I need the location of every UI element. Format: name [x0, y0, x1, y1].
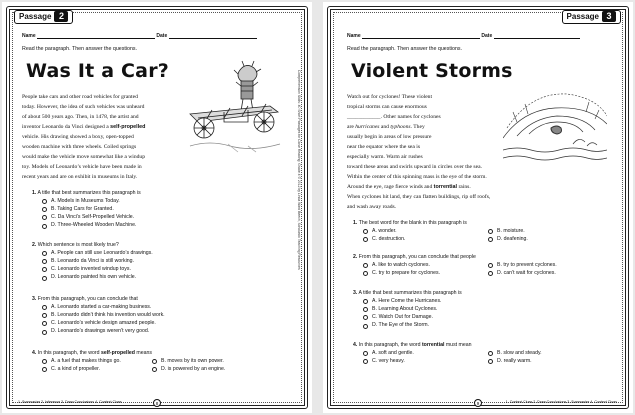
answer-option[interactable]: D. Leonardo painted his own vehicle.	[32, 274, 153, 282]
question-1: 1. A title that best summarizes this paragraph is A. Models in Museums Today. B. Taking Cars for Granted. C. Da Vinci’s Self-Propelled Vehicle. D. Three-Wheeled Wooden Machine.	[32, 190, 141, 229]
answer-bubble[interactable]	[363, 351, 368, 356]
answer-bubble[interactable]	[488, 271, 493, 276]
page-title: Violent Storms	[351, 60, 513, 82]
book-spine	[289, 60, 313, 380]
answer-bubble[interactable]	[42, 305, 47, 310]
paragraph-line: Around the eye, rage fierce winds and torrential rains.	[347, 184, 471, 190]
answer-option[interactable]: A. a fuel that makes things go.	[32, 358, 142, 366]
page-number: 8	[153, 399, 161, 407]
paragraph-line: People take cars and other road vehicles for granted	[22, 94, 138, 100]
instructions: Read the paragraph. Then answer the questions.	[22, 46, 138, 52]
answer-bubble[interactable]	[363, 271, 368, 276]
answer-bubble[interactable]	[488, 351, 493, 356]
paragraph-line: inventor Leonardo da Vinci designed a self-propelled	[22, 124, 146, 130]
answer-bubble[interactable]	[42, 330, 47, 335]
answer-bubble[interactable]	[42, 215, 47, 220]
question-4: 4. In this paragraph, the word torrential must mean A. soft and gentle. B. slow and steady. C. very heavy. D. really warm.	[353, 342, 578, 366]
paragraph-line: recent years and are on exhibit in museums in Italy.	[22, 174, 138, 180]
name-field[interactable]	[37, 34, 155, 39]
answer-option[interactable]: A. Leonardo started a car-making business.	[32, 304, 165, 312]
paragraph-line: tropical storms can cause enormous	[347, 104, 427, 110]
answer-option[interactable]: D. Leonardo’s drawings weren’t very good.	[32, 328, 165, 336]
answer-bubble[interactable]	[42, 199, 47, 204]
answer-bubble[interactable]	[363, 307, 368, 312]
instructions: Read the paragraph. Then answer the questions.	[347, 46, 463, 52]
answer-option[interactable]: C. Watch Out for Damage.	[353, 314, 462, 322]
passage-tag: Passage 3	[562, 10, 621, 24]
answer-option[interactable]: A. People can still use Leonardo’s drawings.	[32, 250, 153, 258]
answer-option[interactable]: C. destruction.	[353, 236, 478, 244]
copyright-text: Comprehension Skills: 40 Short Passages for Close Reading: Grade 4 © 2012 by Linda Ward Beech, Scholastic Teaching Resources	[297, 70, 301, 270]
paragraph-line: vehicle. His drawing showed a boxy, open-topped	[22, 134, 134, 140]
date-field[interactable]	[494, 34, 580, 39]
answer-option[interactable]: A. Models in Museums Today.	[32, 198, 141, 206]
answer-option[interactable]: C. try to prepare for cyclones.	[353, 270, 478, 278]
answer-option[interactable]: C. Leonardo invented windup toys.	[32, 266, 153, 274]
answer-bubble[interactable]	[363, 299, 368, 304]
paragraph-line: usually begin in areas of low pressure	[347, 134, 432, 140]
answer-bubble[interactable]	[363, 237, 368, 242]
answer-row	[353, 228, 578, 236]
paragraph-line: would make the vehicle move somewhat like a windup	[22, 154, 146, 160]
boy-with-wooden-cart-illustration	[188, 60, 284, 160]
paragraph-line: and wash away roads.	[347, 204, 397, 210]
paragraph-line: are hurricanes and typhoons. They	[347, 124, 425, 130]
answer-option[interactable]: B. Leonardo da Vinci is still working.	[32, 258, 153, 266]
answer-option[interactable]: C. Leonardo’s vehicle design amazed people.	[32, 320, 165, 328]
question-2: 2. Which sentence is most likely true? A. People can still use Leonardo’s drawings. B. Leonardo da Vinci is still working. C. Leonardo invented windup toys. D. Leonardo painted his own vehicle.	[32, 242, 153, 281]
paragraph-line: near the equator where the sea is	[347, 144, 420, 150]
answer-option[interactable]: D. really warm.	[478, 358, 578, 366]
answer-option[interactable]: B. Learning About Cyclones.	[353, 306, 462, 314]
name-date-row: Name Date	[347, 33, 580, 39]
answer-option[interactable]: C. Da Vinci’s Self-Propelled Vehicle.	[32, 214, 141, 222]
answer-bubble[interactable]	[152, 359, 157, 364]
skills-footer: 1. Context Clues 2. Draw Conclusions 3. Summarize 4. Context Clues	[505, 400, 617, 404]
paragraph-line: Within the center of this spinning mass is the eye of the storm.	[347, 174, 487, 180]
answer-row	[353, 262, 578, 270]
answer-bubble[interactable]	[363, 263, 368, 268]
page-number: 9	[474, 399, 482, 407]
answer-bubble[interactable]	[42, 224, 47, 229]
answer-option[interactable]: D. is powered by an engine.	[142, 366, 242, 374]
answer-option[interactable]: B. Leonardo didn’t think his invention would work.	[32, 312, 165, 320]
date-field[interactable]	[169, 34, 257, 39]
question-3: 3. A title that best summarizes this paragraph is A. Here Come the Hurricanes. B. Learning About Cyclones. C. Watch Out for Damage. D. The Eye of the Storm.	[353, 290, 462, 329]
name-date-row: Name Date	[22, 33, 257, 39]
answer-option[interactable]: C. a kind of propeller.	[32, 366, 142, 374]
answer-option[interactable]: B. Taking Cars for Granted.	[32, 206, 141, 214]
answer-bubble[interactable]	[363, 229, 368, 234]
answer-option[interactable]: A. soft and gentle.	[353, 350, 478, 358]
answer-option[interactable]: A. wonder.	[353, 228, 478, 236]
paragraph-line: ____________. Other names for cyclones	[347, 114, 441, 120]
right-page	[323, 2, 633, 413]
paragraph-line: especially warm. Warm air rushes	[347, 154, 423, 160]
answer-bubble[interactable]	[42, 267, 47, 272]
question-2: 2. From this paragraph, you can conclude that people A. like to watch cyclones. B. try to prevent cyclones. C. try to prepare for cyclones. D. can’t wait for cyclones.	[353, 254, 578, 278]
vocab-word: torrential	[433, 184, 458, 190]
paragraph-line: When cyclones hit land, they can flatten buildings, rip off roofs,	[347, 194, 491, 200]
reading-paragraph	[347, 92, 490, 212]
answer-option[interactable]: B. try to prevent cyclones.	[478, 262, 578, 270]
answer-row	[32, 366, 242, 374]
answer-bubble[interactable]	[42, 259, 47, 264]
answer-option[interactable]: D. The Eye of the Storm.	[353, 322, 462, 330]
paragraph-line: of about 500 years ago. Then, in 1478, the artist and	[22, 114, 139, 120]
paragraph-line: wooden machine with three wheels. Coiled springs	[22, 144, 137, 150]
answer-option[interactable]: B. moisture.	[478, 228, 578, 236]
question-4: 4. In this paragraph, the word self-propelled means A. a fuel that makes things go. B. moves by its own power. C. a kind of propeller. D. is powered by an engine.	[32, 350, 242, 374]
skills-footer: 1. Summarize 2. Inference 3. Draw Conclusions 4. Context Clues	[18, 400, 122, 404]
answer-bubble[interactable]	[363, 324, 368, 329]
answer-option[interactable]: B. slow and steady.	[478, 350, 578, 358]
answer-option[interactable]: B. moves by its own power.	[142, 358, 242, 366]
answer-option[interactable]: D. can’t wait for cyclones.	[478, 270, 578, 278]
name-field[interactable]	[362, 34, 480, 39]
answer-bubble[interactable]	[42, 207, 47, 212]
answer-bubble[interactable]	[42, 367, 47, 372]
paragraph-line: toy. Models of Leonardo’s vehicle have been made in	[22, 164, 142, 170]
left-page	[2, 2, 312, 413]
answer-bubble[interactable]	[42, 276, 47, 281]
paragraph-line: Watch out for cyclones! These violent	[347, 94, 433, 100]
answer-bubble[interactable]	[42, 359, 47, 364]
answer-row	[353, 358, 578, 366]
answer-bubble[interactable]	[42, 313, 47, 318]
paragraph-line: today. However, the idea of such vehicles was unheard	[22, 104, 145, 110]
paragraph-line: toward these areas and swirls upward in circles over the sea.	[347, 164, 482, 170]
vocab-word: self-propelled	[110, 124, 146, 130]
answer-bubble[interactable]	[488, 263, 493, 268]
answer-row	[32, 358, 242, 366]
question-1: 1. The best word for the blank in this paragraph is A. wonder. B. moisture. C. destruction. D. deafening.	[353, 220, 578, 244]
answer-bubble[interactable]	[42, 321, 47, 326]
answer-option[interactable]: A. Here Come the Hurricanes.	[353, 298, 462, 306]
answer-option[interactable]: A. like to watch cyclones.	[353, 262, 478, 270]
answer-bubble[interactable]	[488, 359, 493, 364]
passage-tag: Passage 2	[14, 10, 73, 24]
hurricane-illustration	[503, 88, 607, 166]
passage-number: 2	[54, 11, 68, 22]
answer-bubble[interactable]	[363, 315, 368, 320]
reading-paragraph	[22, 92, 145, 182]
answer-bubble[interactable]	[363, 359, 368, 364]
answer-bubble[interactable]	[488, 229, 493, 234]
passage-number: 3	[602, 11, 616, 22]
answer-bubble[interactable]	[42, 251, 47, 256]
answer-option[interactable]: C. very heavy.	[353, 358, 478, 366]
answer-row	[353, 236, 578, 244]
answer-row	[353, 350, 578, 358]
question-3: 3. From this paragraph, you can conclude that A. Leonardo started a car-making business. B. Leonardo didn’t think his invention would work. C. Leonardo’s vehicle design amazed people. D. Leonardo’s drawings weren’t very good.	[32, 296, 165, 335]
answer-option[interactable]: D. Three-Wheeled Wooden Machine.	[32, 222, 141, 230]
page-title: Was It a Car?	[26, 60, 169, 82]
answer-option[interactable]: D. deafening.	[478, 236, 578, 244]
answer-bubble[interactable]	[488, 237, 493, 242]
answer-bubble[interactable]	[152, 367, 157, 372]
answer-row	[353, 270, 578, 278]
